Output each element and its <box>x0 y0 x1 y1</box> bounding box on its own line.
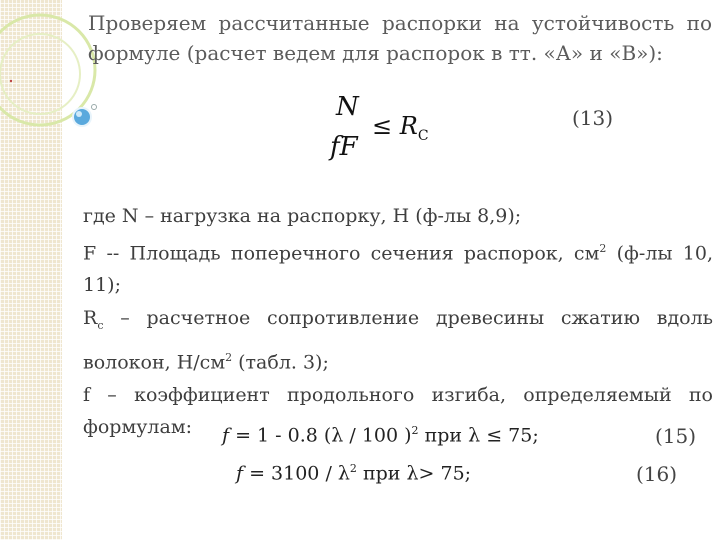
formula-15-expr: = 1 - 0.8 (λ / 100 ) <box>229 424 412 447</box>
equation-number-13: (13) <box>572 106 614 130</box>
blue-bullet-icon <box>73 108 91 126</box>
rc-symbol: R <box>83 306 98 329</box>
slide-title <box>88 8 712 68</box>
formula-15-exp: 2 <box>411 424 419 437</box>
rc-ref: (табл. 3); <box>232 351 329 374</box>
rc-description: – расчетное сопротивление древесины сжатию вдоль <box>103 306 713 329</box>
equation-number-15: (15) <box>655 424 697 448</box>
definition-rc-line1 <box>83 302 713 342</box>
definition-rc-line2 <box>83 342 713 379</box>
small-ring-icon <box>92 105 97 110</box>
f-area-sup: 2 <box>599 241 607 255</box>
relation-subscript: C <box>417 127 429 144</box>
formula-16-cond: при λ> 75; <box>356 462 472 485</box>
title-line-1: Проверяем рассчитанные распорки на устойчивость по <box>88 11 712 35</box>
definitions-block <box>83 200 713 447</box>
equation-number-16: (16) <box>636 462 678 486</box>
formula-15-var: f <box>222 424 230 447</box>
rc-subscript: c <box>97 318 104 332</box>
formula-16-exp: 2 <box>349 462 357 475</box>
formula-15-cond: при λ ≤ 75; <box>418 424 539 447</box>
definition-n: где N – нагрузка на распорку, Н (ф-лы 8,9); <box>83 205 522 227</box>
formula-15 <box>222 424 539 446</box>
formula-16-expr: = 3100 / λ <box>243 462 350 485</box>
definition-f-coef-line2: формулам: <box>83 416 193 439</box>
formula-relation <box>372 112 429 144</box>
f-area-ref: (ф-лы 10, 11); <box>83 241 713 297</box>
formula-16-var: f <box>236 462 244 485</box>
definition-f-area <box>83 233 713 302</box>
f-area-text: F -- Площадь поперечного сечения распорок, см <box>83 241 600 264</box>
relation-symbol: ≤ R <box>372 112 418 140</box>
definition-f-coef-line1: f – коэффициент продольного изгиба, определяемый по <box>83 383 713 406</box>
red-dot-icon <box>10 80 12 82</box>
deco-circle-inner <box>0 34 80 114</box>
formula-numerator: N <box>336 92 359 122</box>
bullet-highlight <box>76 111 82 117</box>
formula-denominator: fF <box>330 132 358 162</box>
formula-16 <box>236 462 471 484</box>
rc-units-sup: 2 <box>225 351 233 365</box>
title-line-2: формуле (расчет ведем для распорок в тт. «А» и «В»): <box>88 41 663 65</box>
rc-units: волокон, Н/см <box>83 351 226 374</box>
